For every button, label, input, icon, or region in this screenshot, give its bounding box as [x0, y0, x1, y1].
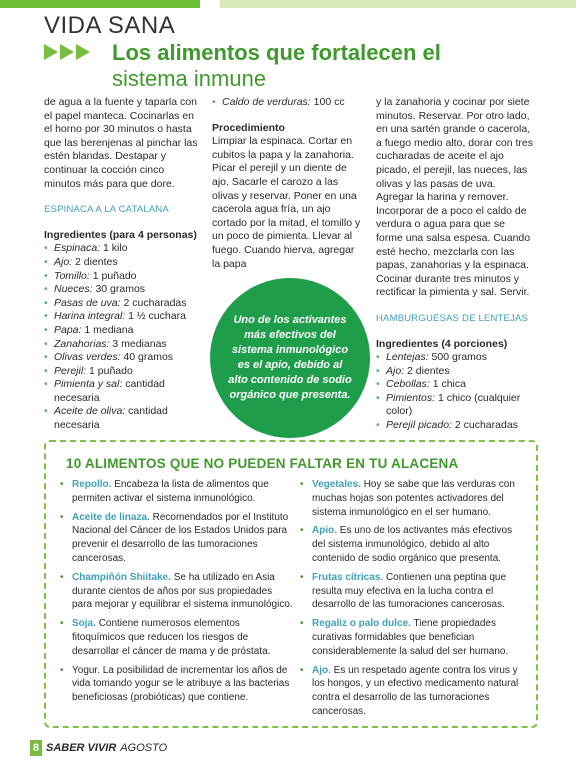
list-item: • Perejil: 1 puñado [44, 365, 202, 379]
ingredients-list-2 [376, 351, 534, 433]
top-bar-gap [200, 0, 220, 8]
list-item: • Zanahorias: 3 medianas [44, 338, 202, 352]
column-1 [44, 96, 202, 433]
top-bar-light [220, 0, 576, 8]
list-item: • Aceite de linaza. Recomendados por el Instituto Nacional del Cáncer de los Estados Unidos para prevenir el desarrollo de las tumoraciones cancerosas. [58, 511, 294, 566]
list-item: • Apio. Es uno de los activantes más efectivos del sistema inmunológico, debido al alto contenido de sodio orgánico que presenta. [298, 524, 524, 565]
ingredients-title: Ingredientes (para 4 personas) [44, 228, 197, 241]
procedure-text: Limpiar la espinaca. Cortar en cubitos la papa y la zanahoria. Picar el perejil y un diente de ajo. Sacarle el carozo a las olivas y reservar. Poner en una cacerola agua fría, un ajo cortado por la mitad, el tomillo y un poco de pimienta. Llevar al fuego. Cuando hierva, agregar la papa [212, 135, 361, 270]
list-item: • Soja. Contiene numerosos elementos fitoquímicos que reducen los riesgos de desarrollar el cáncer de mama y de próstata. [58, 617, 294, 658]
list-item: • Champiñón Shiitake. Se ha utilizado en Asia durante cientos de años por sus propiedades para mejorar y equilibrar el sistema inmunológico. [58, 571, 294, 612]
list-item: • Lentejas: 500 gramos [376, 351, 534, 365]
box-column-left [58, 478, 294, 710]
procedure-continued: y la zanahoria y cocinar por siete minutos. Reservar. Por otro lado, en una sartén grande o cacerola, a fuego medio alto, dorar con tres cucharadas de aceite el ajo picado, el perejil, las nueces, las olivas y las pasas de uva. Agregar la harina y remover. Incorporar de a poco el caldo de verdura o agua para que se forme una salsa espesa. Cuando esté hecho, mezclarla con las papas, zanahorias y la espinaca. Cocinar durante tres minutos y rectificar la pimienta y sal. Servir. [376, 96, 534, 299]
list-item: • Ajo: 2 dientes [44, 256, 202, 270]
procedure-title: Procedimiento [212, 121, 285, 134]
list-item: • Espinaca: 1 kilo [44, 242, 202, 256]
list-item: • Caldo de verduras: 100 cc [212, 96, 364, 110]
list-item: • Frutas cítricas. Contienen una peptina que resulta muy efectiva en la lucha contra el desarrollo de las tumoraciones cancerosas. [298, 571, 524, 612]
list-item: • Vegetales. Hoy se sabe que las verduras con muchas hojas son potentes activadores del sistema inmunológico en el ser humano. [298, 478, 524, 519]
pull-quote-circle [210, 278, 370, 438]
recipe-title-espinaca: ESPINACA A LA CATALANA [44, 204, 169, 216]
list-item: • Yogur. La posibilidad de incrementar los años de vida tomando yogur se le atribuye a las bacterias beneficiosas (probióticas) que contiene. [58, 664, 294, 705]
list-item: • Olivas verdes: 40 gramos [44, 351, 202, 365]
list-item: • Nueces: 30 gramos [44, 283, 202, 297]
ingredients-list-cont [212, 96, 364, 110]
headline-line1: Los alimentos que fortalecen el [112, 40, 441, 65]
pull-quote-text: Uno de los activantes más efectivos del sistema inmunológico es el apio, debido al alto contenido de sodio orgánico que presenta. [228, 314, 352, 401]
list-item: • Tomillo: 1 puñado [44, 270, 202, 284]
top-color-bar [0, 0, 576, 8]
ingredients-list [44, 242, 202, 432]
column-2 [212, 96, 364, 271]
list-item: • Regaliz o palo dulce. Tiene propiedades curativas formidables que benefician considerablemente la salud del ser humano. [298, 617, 524, 658]
ingredients-title-2: Ingredientes (4 porciones) [376, 337, 508, 350]
list-item: • Pasas de uva: 2 cucharadas [44, 297, 202, 311]
list-item: • Aceite de oliva: cantidad necesaria [44, 405, 202, 432]
list-item: • Ajo: 2 dientes [376, 365, 534, 379]
list-item: • Papa: 1 mediana [44, 324, 202, 338]
recipe-title-hamburguesas: HAMBURGUESAS DE LENTEJAS [376, 312, 529, 324]
foods-box [44, 440, 538, 728]
list-item: • Ajo. Es un respetado agente contra los virus y los hongos, y un efectivo medicamento natural contra el desarrollo de las tumoraciones cancerosas. [298, 664, 524, 719]
page-number: 8 [30, 740, 42, 756]
box-column-right [298, 478, 524, 724]
top-bar-green [0, 0, 200, 8]
list-item: • Pimienta y sal: cantidad necesaria [44, 378, 202, 405]
column-3 [376, 96, 534, 433]
box-title: 10 ALIMENTOS QUE NO PUEDEN FALTAR EN TU ALACENA [66, 456, 459, 471]
list-item: • Repollo. Encabeza la lista de alimentos que permiten activar el sistema inmunológico. [58, 478, 294, 506]
section-title: VIDA SANA [44, 12, 176, 39]
headline-line2: sistema inmune [112, 66, 267, 91]
magazine-name: SABER VIVIR [46, 742, 117, 754]
list-item: • Perejil picado: 2 cucharadas [376, 419, 534, 433]
list-item: • Pimientos: 1 chico (cualquier color) [376, 392, 534, 419]
issue-month: AGOSTO [120, 742, 168, 754]
list-item: • Harina integral: 1 ½ cuchara [44, 310, 202, 324]
page-footer [30, 740, 167, 756]
list-item: • Cebollas: 1 chica [376, 378, 534, 392]
intro-text: de agua a la fuente y taparla con el papel manteca. Cocinarlas en el horno por 30 minutos o hasta que las berenjenas al pinchar las estén blandas. Destapar y continuar la cocción cinco minutos más para que dore. [44, 96, 198, 190]
triple-arrow-icon [44, 44, 90, 60]
